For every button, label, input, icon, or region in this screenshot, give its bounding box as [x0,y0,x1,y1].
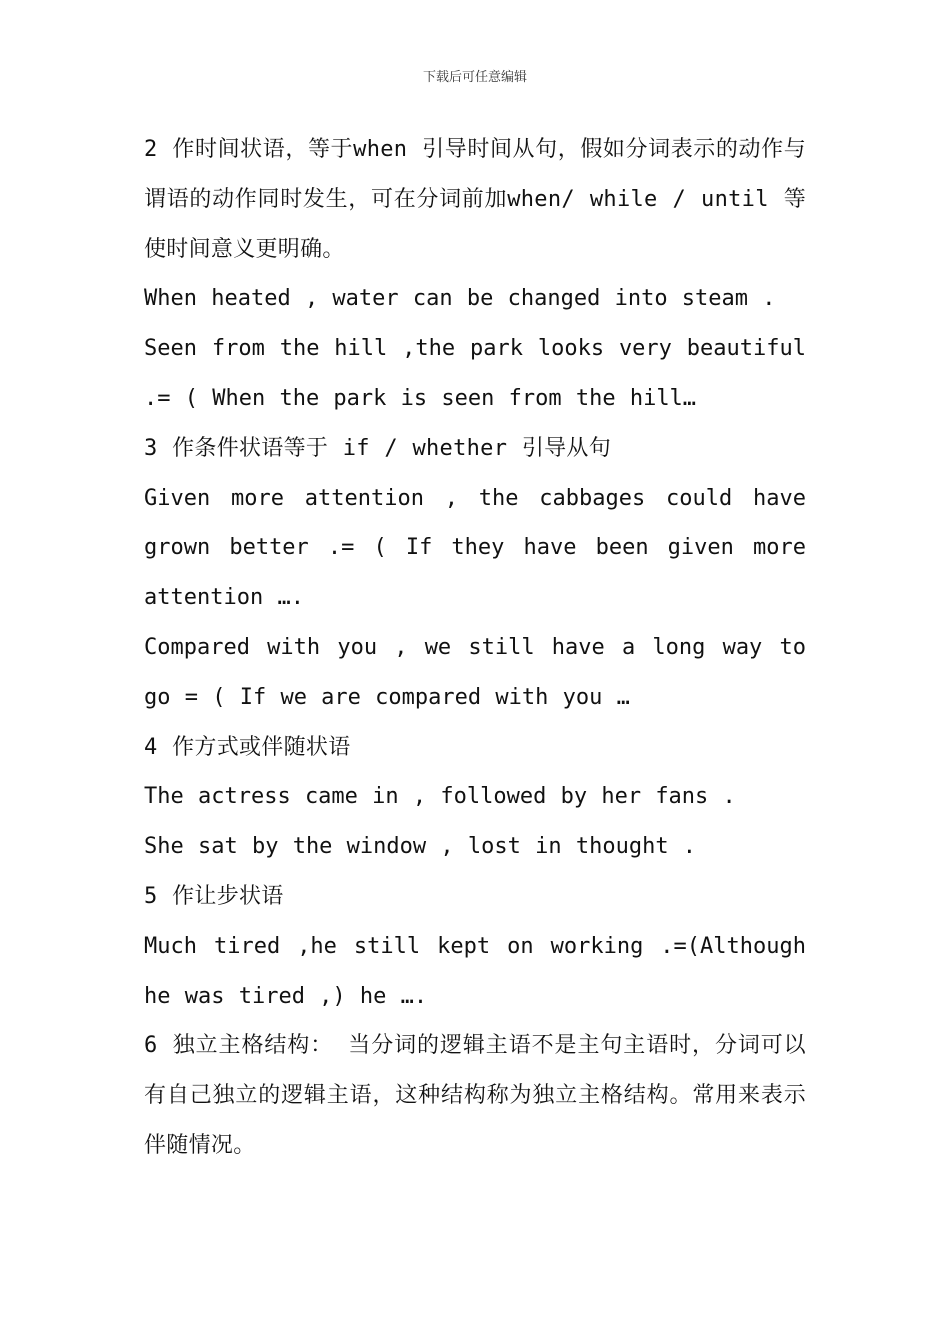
paragraph-time-adverbial: 2 作时间状语，等于when 引导时间从句，假如分词表示的动作与谓语的动作同时发生，可在分词前加when/ while / until 等使时间意义更明确。 [144,137,806,262]
section-heading-condition: 3 作条件状语等于 if / whether 引导从句 [144,435,612,461]
example-sentence: The actress came in , followed by her fans . [144,784,736,810]
example-sentence: Given more attention , the cabbages could have grown better .= ( If they have been given more attention …. [144,485,806,611]
example-sentence: Seen from the hill ,the park looks very beautiful .= ( When the park is seen from the hill… [144,336,806,411]
paragraph-absolute-construction: 6 独立主格结构： 当分词的逻辑主语不是主句主语时，分词可以有自己独立的逻辑主语，这种结构称为独立主格结构。常用来表示伴随情况。 [144,1033,806,1158]
section-heading-manner: 4 作方式或伴随状语 [144,734,351,760]
example-sentence: Compared with you , we still have a long way to go = ( If we are compared with you … [144,634,806,710]
example-sentence: Much tired ,he still kept on working .=(Although he was tired ,) he …. [144,933,806,1009]
page-header: 下载后可任意编辑 [422,70,527,85]
document-body [144,125,806,1171]
example-sentence: When heated , water can be changed into steam . [144,286,776,312]
section-heading-concession: 5 作让步状语 [144,883,284,909]
example-sentence: She sat by the window , lost in thought . [144,834,697,860]
